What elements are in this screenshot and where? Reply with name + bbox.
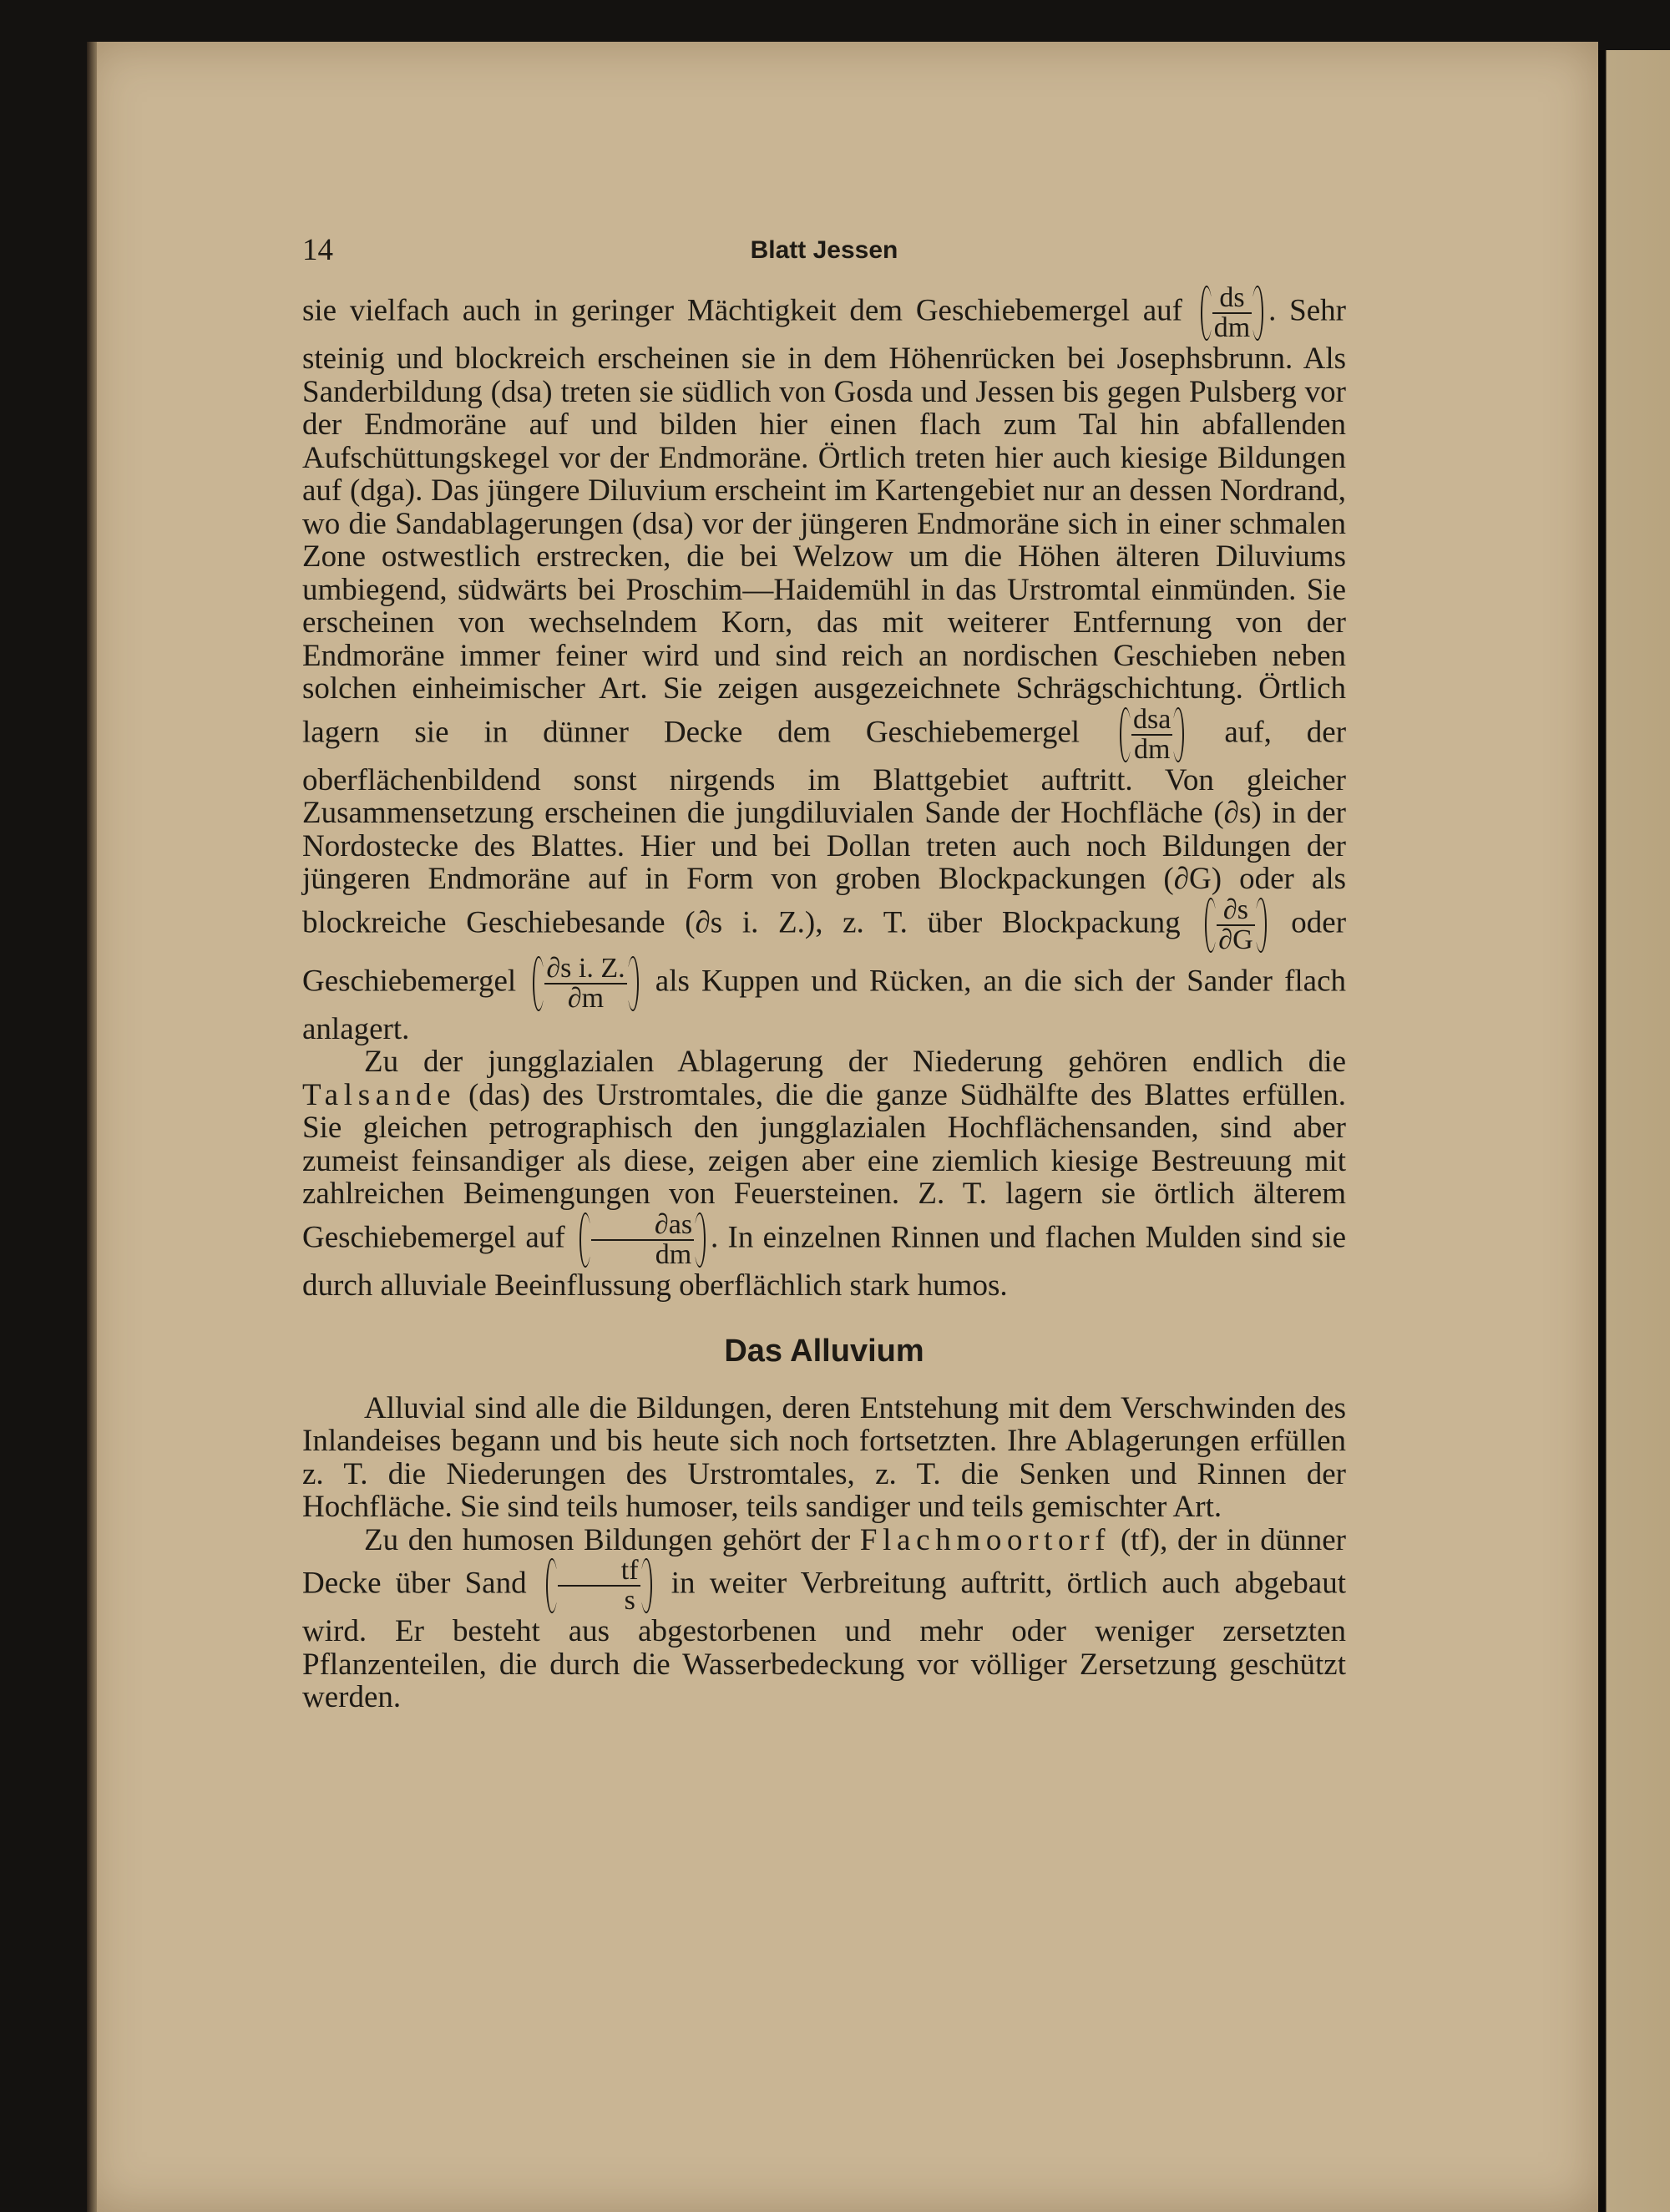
fraction-dsiZ-dm: $\frac{\text{∂s i. Z.}}{\partial m}$ [533,954,638,1013]
paragraph-3: Alluvial sind alle die Bildungen, deren Entstehung mit dem Verschwinden des Inlandeises begann und bis heute sich noch fortsetzten. Ihre Ablagerungen erfüllen z. T. die Niederungen des Urstromtales, z. T. die Senken und Rinnen der Hochfläche. Sie sind teils humoser, teils sandiger und teils gemischter Art. [302,1390,1346,1524]
fraction-ds-dG: $\frac{\partial s}{\partial G}$ [1205,896,1266,954]
page-number: 14 [302,233,333,267]
fraction-dsa-dm: $\frac{\text{dsa}}{dm}$ [1120,706,1184,764]
running-title: Blatt Jessen [750,236,898,264]
page-header [302,234,1346,284]
page-text-block [302,234,1346,1714]
fraction-ds-dm: $\frac{ds}{dm}$ [1201,284,1263,342]
paragraph-4: Zu den humosen Bildungen gehört der Flachmoortorf (tf), der in dünner Decke über Sand $\frac{tf}{s}$ in weiter Verbreitung auftritt, örtlich auch abgebaut wird. Er besteht aus abgestorbenen und mehr oder weniger zersetzten Pflanzenteilen, die durch die Wasserbedeckung vor völliger Zersetzung geschützt werden. [302,1522,1347,1714]
page-spine-edge [87,42,97,2212]
fraction-das-dm: $\frac{\partial as}{dm}$ [579,1211,706,1269]
next-page-edge [1598,50,1670,2212]
paragraph-2: Zu der jungglazialen Ablagerung der Niederung gehören endlich die Talsande (das) des Urstromtales, die die ganze Südhälfte des Blattes erfüllen. Sie gleichen petrographisch den jungglazialen Hochflächensanden, sind aber zumeist feinsandiger als diese, zeigen aber eine ziemlich kiesige Bestreuung mit zahlreichen Beimengungen von Feuersteinen. Z. T. lagern sie örtlich älterem Geschiebemergel auf $\frac{\partial as}{dm}$ . In einzelnen Rinnen und flachen Mulden sind sie durch alluviale Beeinflussung oberflächlich stark humos. [302,1045,1347,1303]
section-heading: Das Alluvium [724,1334,924,1369]
spaced-term-talsande: Talsande [302,1077,457,1112]
paragraph-1: sie vielfach auch in geringer Mächtigkeit dem Geschiebemergel auf $\frac{ds}{dm}$ . Sehr steinig und blockreich erscheinen sie in dem Höhenrücken bei Josephsbrunn. Als Sanderbildung (dsa) treten sie südlich von Gosda und Jessen bis gegen Pulsberg vor der Endmoräne auf und bilden hier einen flach zum Tal hin abfallenden Aufschüttungskegel vor der Endmoräne. Örtlich treten hier auch kiesige Bildungen auf (dga). Das jüngere Diluvium erscheint im Kartengebiet nur an dessen Nordrand, wo die Sandablagerungen (dsa) vor der jüngeren Endmoräne sich in einer schmalen Zone ostwestlich erstrecken, die bei Welzow um die Höhen älteren Diluviums umbiegend, südwärts bei Proschim—Haidemühl in das Urstromtal einmünden. Sie erscheinen von wechselndem Korn, das mit weiterer Entfernung von der Endmoräne immer feiner wird und sind reich an nordischen Geschieben neben solchen einheimischer Art. Sie zeigen ausgezeichnete Schrägschichtung. Örtlich lagern sie in dünner Decke dem Geschiebemergel $\frac{\text{dsa}}{dm}$ auf, der oberflächenbildend sonst nirgends im Blattgebiet auftritt. Von gleicher Zusammensetzung erscheinen die jungdiluvialen Sande der Hochfläche (∂s) in der Nordostecke des Blattes. Hier und bei Dollan treten auch noch Bildungen der jüngeren Endmoräne auf in Form von groben Blockpackungen (∂G) oder als blockreiche Geschiebesande (∂s i. Z.), z. T. über Blockpackung $\frac{\partial s}{\partial G}$ oder Geschiebemergel $\frac{\text{∂s i. Z.}}{\partial m}$ als Kuppen und Rücken, an die sich der Sander flach anlagert. [302,282,1347,1046]
fraction-tf-s: $\frac{tf}{s}$ [546,1556,652,1615]
spaced-term-flachmoortorf: Flachmoortorf [859,1522,1111,1557]
